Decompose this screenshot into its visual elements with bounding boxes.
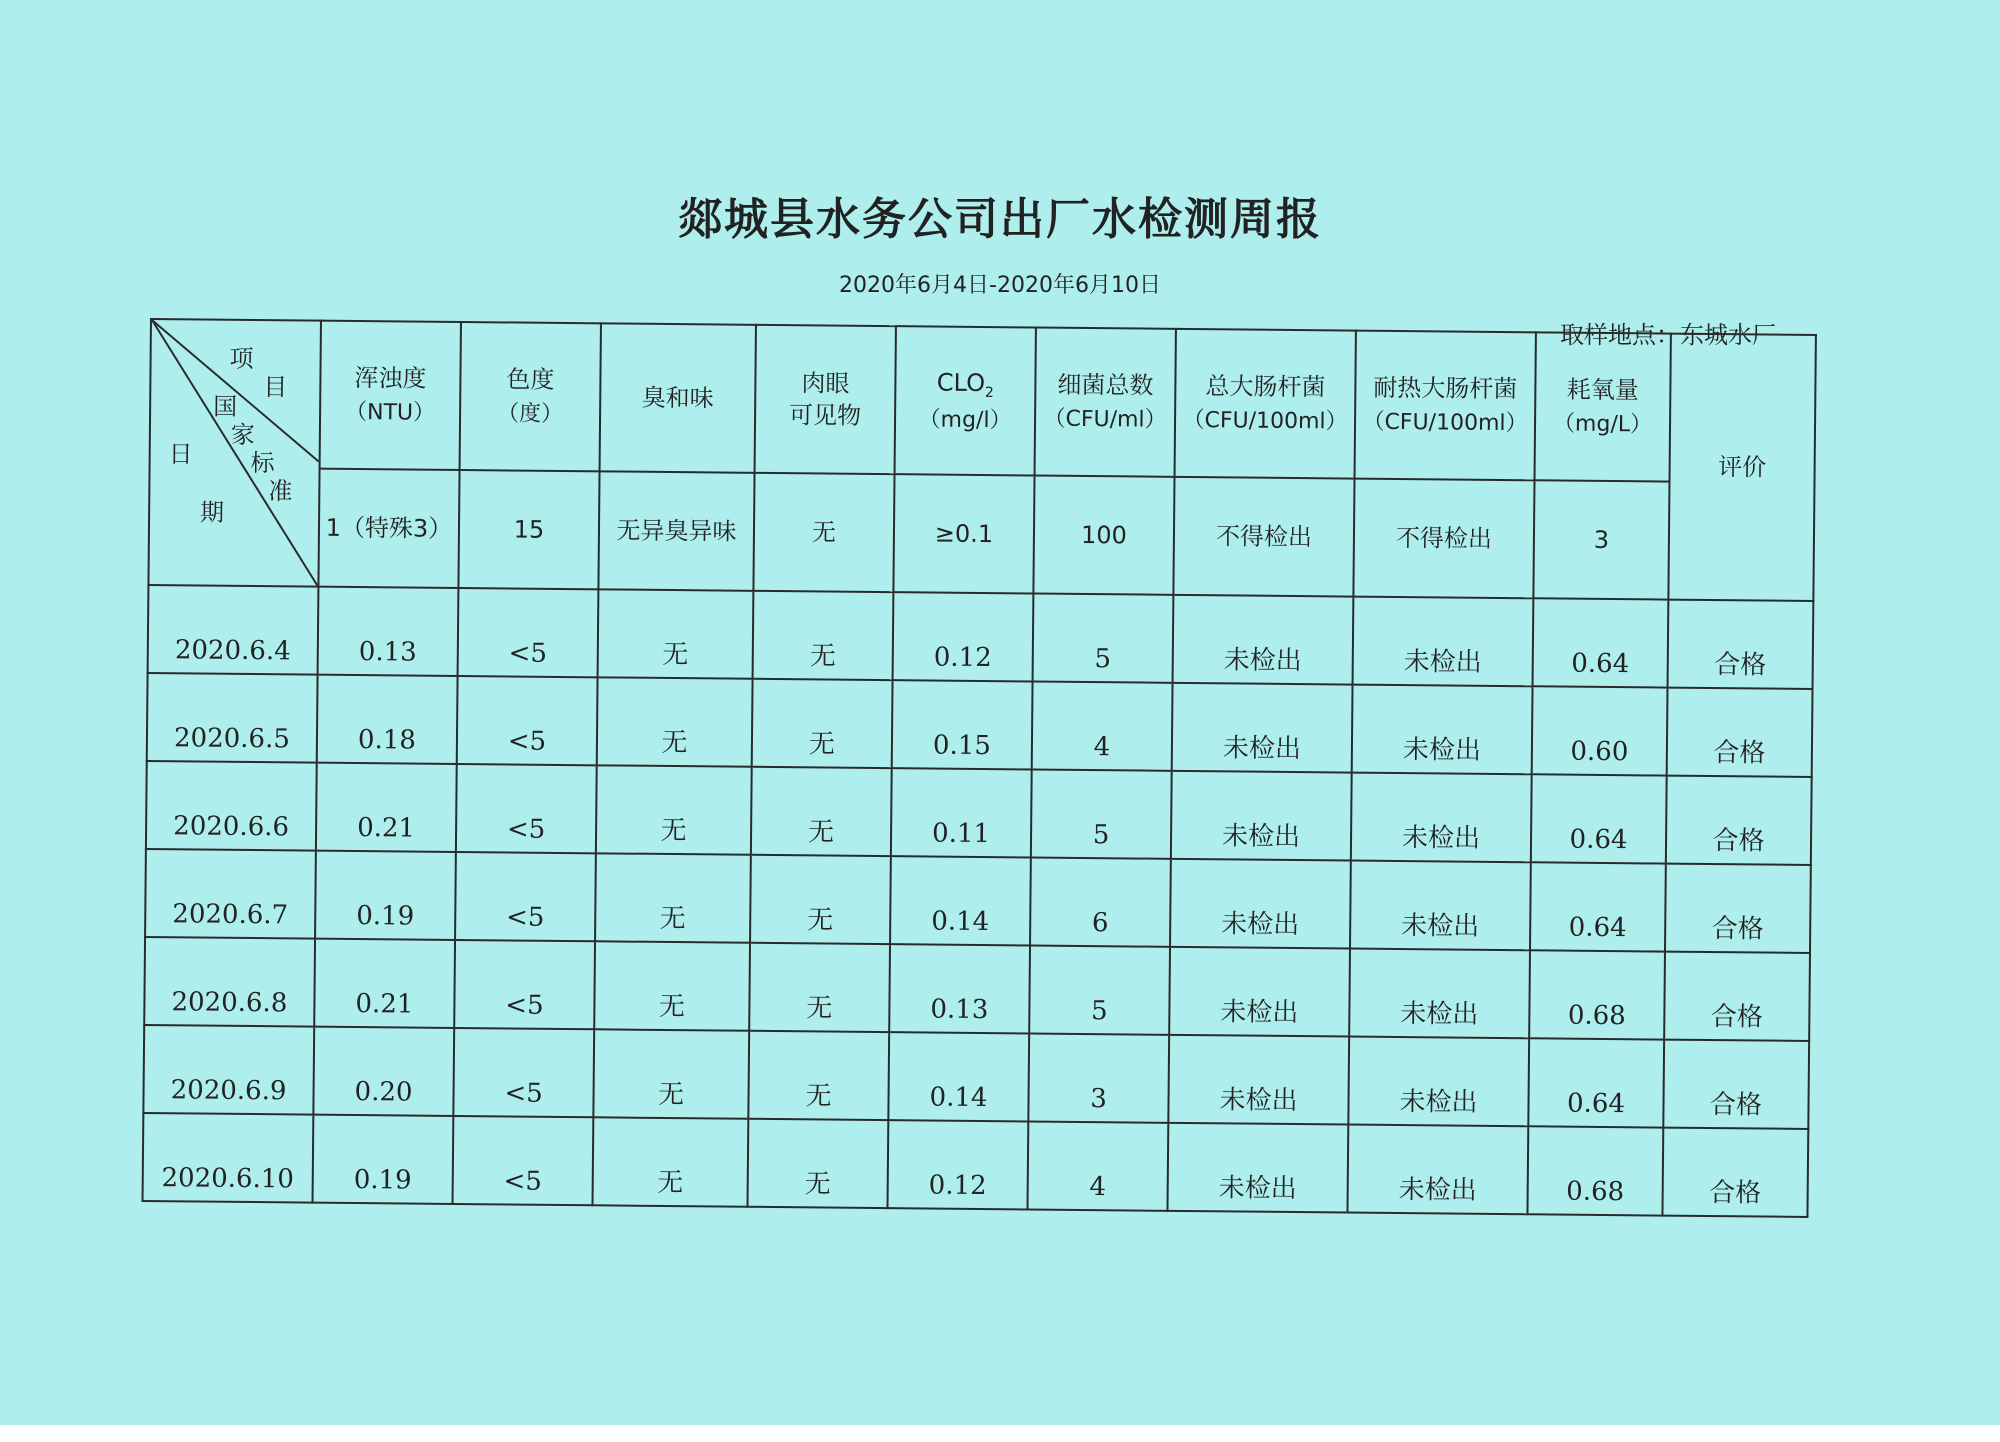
standard-cell: 15 (458, 470, 599, 589)
corner-label-std-1: 国 (213, 392, 238, 421)
col-total-bacteria: 细菌总数 （CFU/ml） (1035, 328, 1176, 477)
visible-matter-cell: 无 (748, 1031, 889, 1120)
bacteria-cell: 6 (1030, 857, 1171, 946)
corner-label-item-2: 目 (263, 373, 288, 402)
table-row (146, 761, 1812, 865)
col-turbidity: 浑浊度 （NTU） (320, 321, 461, 470)
date-cell: 2020.6.9 (143, 1025, 314, 1115)
color-cell: <5 (453, 1116, 594, 1205)
turbidity-cell: 0.21 (316, 763, 457, 852)
location-label: 取样地点： (1560, 321, 1680, 349)
corner-label-date-2: 期 (200, 498, 225, 527)
color-cell: <5 (458, 588, 599, 677)
water-quality-table (142, 318, 1817, 1218)
odor-cell: 无 (594, 941, 750, 1030)
col-clo2: $CLO_2$ （mg/l） (895, 326, 1036, 475)
oxygen-consumption-cell: 0.68 (1529, 950, 1665, 1039)
clo2-cell: 0.11 (891, 768, 1032, 857)
coliform-cell: 未检出 (1173, 595, 1354, 685)
evaluation-cell: 合格 (1668, 600, 1814, 689)
table-row (148, 585, 1814, 689)
evaluation-cell: 合格 (1664, 952, 1810, 1041)
table-row (143, 1113, 1809, 1217)
oxygen-consumption-cell: 0.60 (1532, 686, 1668, 775)
color-cell: <5 (457, 676, 598, 765)
report-title: 郯城县水务公司出厂水检测周报 (678, 194, 1322, 245)
coliform-cell: 未检出 (1169, 947, 1350, 1037)
odor-cell: 无 (598, 589, 754, 678)
thermo-coliform-cell: 未检出 (1351, 773, 1532, 863)
date-cell: 2020.6.8 (144, 937, 315, 1027)
visible-matter-cell: 无 (747, 1119, 888, 1208)
thermo-coliform-cell: 未检出 (1349, 949, 1530, 1039)
oxygen-consumption-cell: 0.64 (1530, 862, 1666, 951)
date-cell: 2020.6.6 (146, 761, 317, 851)
oxygen-consumption-cell: 0.64 (1531, 774, 1667, 863)
visible-matter-cell: 无 (749, 943, 890, 1032)
bacteria-cell: 5 (1033, 593, 1174, 682)
evaluation-cell: 合格 (1667, 688, 1813, 777)
visible-matter-cell: 无 (753, 591, 894, 680)
color-cell: <5 (453, 1028, 594, 1117)
bacteria-cell: 5 (1031, 769, 1172, 858)
col-visible-matter: 肉眼 可见物 (755, 325, 896, 474)
turbidity-cell: 0.19 (313, 1115, 454, 1204)
color-cell: <5 (454, 940, 595, 1029)
date-cell: 2020.6.7 (145, 849, 316, 939)
table-row (143, 1025, 1809, 1129)
standard-cell: 100 (1033, 475, 1174, 594)
thermo-coliform-cell: 未检出 (1353, 597, 1534, 687)
col-oxygen-consumption: 耗氧量 （mg/L） (1535, 332, 1671, 481)
date-cell: 2020.6.5 (147, 673, 318, 763)
header-corner-cell (148, 319, 321, 587)
clo2-cell: 0.14 (888, 1032, 1029, 1121)
evaluation-cell: 合格 (1665, 864, 1811, 953)
table-row (145, 849, 1811, 953)
date-cell: 2020.6.4 (148, 585, 319, 675)
bacteria-cell: 3 (1028, 1033, 1169, 1122)
date-cell: 2020.6.10 (143, 1113, 314, 1203)
corner-label-item-1: 项 (229, 344, 254, 373)
evaluation-cell: 合格 (1663, 1040, 1809, 1129)
standard-cell: 无异臭异味 (598, 471, 754, 590)
odor-cell: 无 (593, 1029, 749, 1118)
corner-label-date-1: 日 (168, 440, 193, 469)
national-standard-row (148, 467, 1814, 601)
col-evaluation: 评价 (1668, 334, 1816, 601)
standard-cell: 不得检出 (1173, 477, 1354, 597)
turbidity-cell: 0.13 (318, 587, 459, 676)
visible-matter-cell: 无 (750, 855, 891, 944)
table-row (144, 937, 1810, 1041)
bacteria-cell: 4 (1032, 681, 1173, 770)
clo2-cell: 0.15 (892, 680, 1033, 769)
col-color: 色度 （度） (460, 322, 601, 471)
visible-matter-cell: 无 (751, 767, 892, 856)
coliform-cell: 未检出 (1168, 1035, 1349, 1125)
col-total-coliforms: 总大肠杆菌 （CFU/100ml） (1175, 329, 1356, 479)
odor-cell: 无 (596, 765, 752, 854)
clo2-cell: 0.12 (893, 592, 1034, 681)
col-thermotolerant-coliforms: 耐热大肠杆菌 （CFU/100ml） (1355, 331, 1536, 481)
color-cell: <5 (455, 852, 596, 941)
thermo-coliform-cell: 未检出 (1352, 685, 1533, 775)
standard-cell: ≥0.1 (893, 474, 1034, 593)
location-value: 东城水厂 (1680, 321, 1776, 349)
bacteria-cell: 4 (1027, 1121, 1168, 1210)
odor-cell: 无 (597, 677, 753, 766)
odor-cell: 无 (593, 1117, 749, 1206)
visible-matter-cell: 无 (752, 679, 893, 768)
turbidity-cell: 0.18 (317, 675, 458, 764)
oxygen-consumption-cell: 0.64 (1533, 598, 1669, 687)
color-cell: <5 (456, 764, 597, 853)
oxygen-consumption-cell: 0.64 (1528, 1038, 1664, 1127)
turbidity-cell: 0.19 (315, 851, 456, 940)
clo2-cell: 0.13 (889, 944, 1030, 1033)
report-period: 2020年6月4日-2020年6月10日 (839, 273, 1161, 298)
corner-label-std-3: 标 (250, 448, 275, 478)
standard-cell: 3 (1533, 480, 1669, 599)
evaluation-cell: 合格 (1666, 776, 1812, 865)
col-odor: 臭和味 (600, 323, 756, 472)
standard-cell: 1（特殊3） (318, 469, 459, 588)
corner-label-std-4: 准 (268, 477, 293, 506)
clo2-cell: 0.14 (890, 856, 1031, 945)
oxygen-consumption-cell: 0.68 (1527, 1126, 1663, 1215)
coliform-cell: 未检出 (1170, 859, 1351, 949)
odor-cell: 无 (595, 853, 751, 942)
clo2-cell: 0.12 (887, 1120, 1028, 1209)
bacteria-cell: 5 (1029, 945, 1170, 1034)
thermo-coliform-cell: 未检出 (1347, 1125, 1528, 1215)
corner-label-std-2: 家 (230, 420, 256, 450)
turbidity-cell: 0.20 (313, 1027, 454, 1116)
evaluation-cell: 合格 (1662, 1128, 1808, 1217)
thermo-coliform-cell: 未检出 (1348, 1037, 1529, 1127)
standard-cell: 不得检出 (1353, 479, 1534, 599)
standard-cell: 无 (753, 473, 894, 592)
coliform-cell: 未检出 (1167, 1123, 1348, 1213)
coliform-cell: 未检出 (1171, 771, 1352, 861)
thermo-coliform-cell: 未检出 (1350, 861, 1531, 951)
coliform-cell: 未检出 (1172, 683, 1353, 773)
turbidity-cell: 0.21 (314, 939, 455, 1028)
table-row (147, 673, 1813, 777)
